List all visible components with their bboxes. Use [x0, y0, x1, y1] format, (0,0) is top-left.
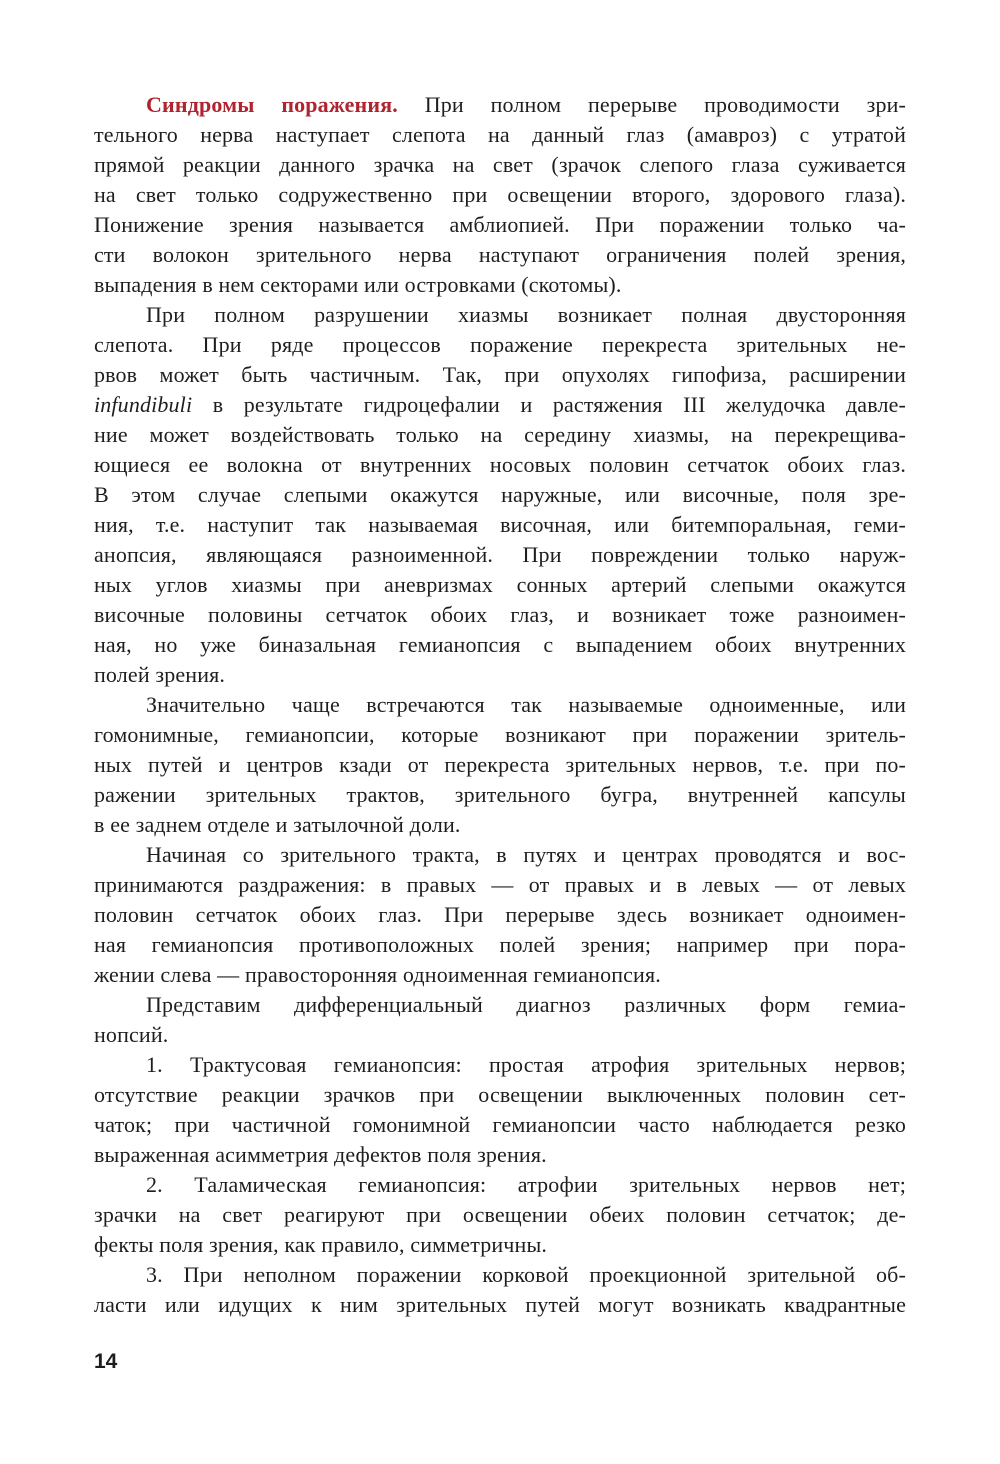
text-line: гомонимные, гемианопсии, которые возникают при поражении зритель-	[94, 722, 906, 747]
text-line: фекты поля зрения, как правило, симметричны.	[94, 1232, 548, 1257]
text-line: ласти или идущих к ним зрительных путей могут возникать квадрантные	[94, 1292, 906, 1317]
text-line: чаток; при частичной гомонимной гемианопсии часто наблюдается резко	[94, 1112, 906, 1137]
page-body	[94, 90, 906, 1320]
text-line: В этом случае слепыми окажутся наружные, или височные, поля зре-	[94, 482, 906, 507]
text-line: выпадения в нем секторами или островками (скотомы).	[94, 272, 622, 297]
text-line: ние может воздействовать только на середину хиазмы, на перекрещива-	[94, 422, 906, 447]
text-line: нопсий.	[94, 1022, 169, 1047]
text-line: выраженная асимметрия дефектов поля зрения.	[94, 1142, 547, 1167]
text-line: жении слева — правосторонняя одноименная гемианопсия.	[94, 962, 661, 987]
text-line: зрачки на свет реагируют при освещении обеих половин сетчаток; де-	[94, 1202, 906, 1227]
text-line: в ее заднем отделе и затылочной доли.	[94, 812, 461, 837]
text-line: отсутствие реакции зрачков при освещении выключенных половин сет-	[94, 1082, 906, 1107]
text-line: ных углов хиазмы при аневризмах сонных артерий слепыми окажутся	[94, 572, 906, 597]
latin-term: infundibuli	[94, 392, 193, 417]
text-line: При полном разрушении хиазмы возникает полная двусторонняя	[146, 302, 906, 327]
text-line: ная гемианопсия противоположных полей зрения; например при пора-	[94, 932, 906, 957]
text-line-segment: При полном перерыве проводимости зри-	[397, 92, 906, 117]
text-line: половин сетчаток обоих глаз. При перерыве здесь возникает одноимен-	[94, 902, 906, 927]
text-line: височные половины сетчаток обоих глаз, и возникает тоже разноимен-	[94, 602, 906, 627]
section-heading: Синдромы поражения.	[146, 92, 398, 117]
text-line: полей зрения.	[94, 662, 226, 687]
text-line: сти волокон зрительного нерва наступают ограничения полей зрения,	[94, 242, 906, 267]
text-line: Начиная со зрительного тракта, в путях и центрах проводятся и вос-	[146, 842, 906, 867]
text-line: ная, но уже биназальная гемианопсия с выпадением обоих внутренних	[94, 632, 906, 657]
text-line: анопсия, являющаяся разноименной. При повреждении только наруж-	[94, 542, 906, 567]
text-line: ния, т.е. наступит так называемая височная, или битемпоральная, геми-	[94, 512, 906, 537]
text-line: 1. Трактусовая гемианопсия: простая атрофия зрительных нервов;	[146, 1052, 906, 1077]
page-number: 14	[94, 1350, 118, 1373]
text-line: Понижение зрения называется амблиопией. При поражении только ча-	[94, 212, 906, 237]
text-line: Значительно чаще встречаются так называемые одноименные, или	[146, 692, 906, 717]
text-line: слепота. При ряде процессов поражение перекреста зрительных не-	[94, 332, 906, 357]
text-line: рвов может быть частичным. Так, при опухолях гипофиза, расширении	[94, 362, 906, 387]
text-line: прямой реакции данного зрачка на свет (зрачок слепого глаза суживается	[94, 152, 906, 177]
text-line: ражении зрительных трактов, зрительного бугра, внутренней капсулы	[94, 782, 906, 807]
text-line: ющиеся ее волокна от внутренних носовых половин сетчаток обоих глаз.	[94, 452, 906, 477]
text-line-segment: в результате гидроцефалии и растяжения III желудочка давле-	[192, 392, 906, 417]
text-line: Представим дифференциальный диагноз различных форм гемиа-	[146, 992, 906, 1017]
text-line	[94, 390, 906, 420]
text-line: 2. Таламическая гемианопсия: атрофии зрительных нервов нет;	[146, 1172, 906, 1197]
text-line: принимаются раздражения: в правых — от правых и в левых — от левых	[94, 872, 906, 897]
text-line	[94, 90, 906, 120]
text-line: тельного нерва наступает слепота на данный глаз (амавроз) с утратой	[94, 122, 906, 147]
text-line: 3. При неполном поражении корковой проекционной зрительной об-	[146, 1262, 906, 1287]
text-line: на свет только содружественно при освещении второго, здорового глаза).	[94, 182, 906, 207]
text-line: ных путей и центров кзади от перекреста зрительных нервов, т.е. при по-	[94, 752, 906, 777]
